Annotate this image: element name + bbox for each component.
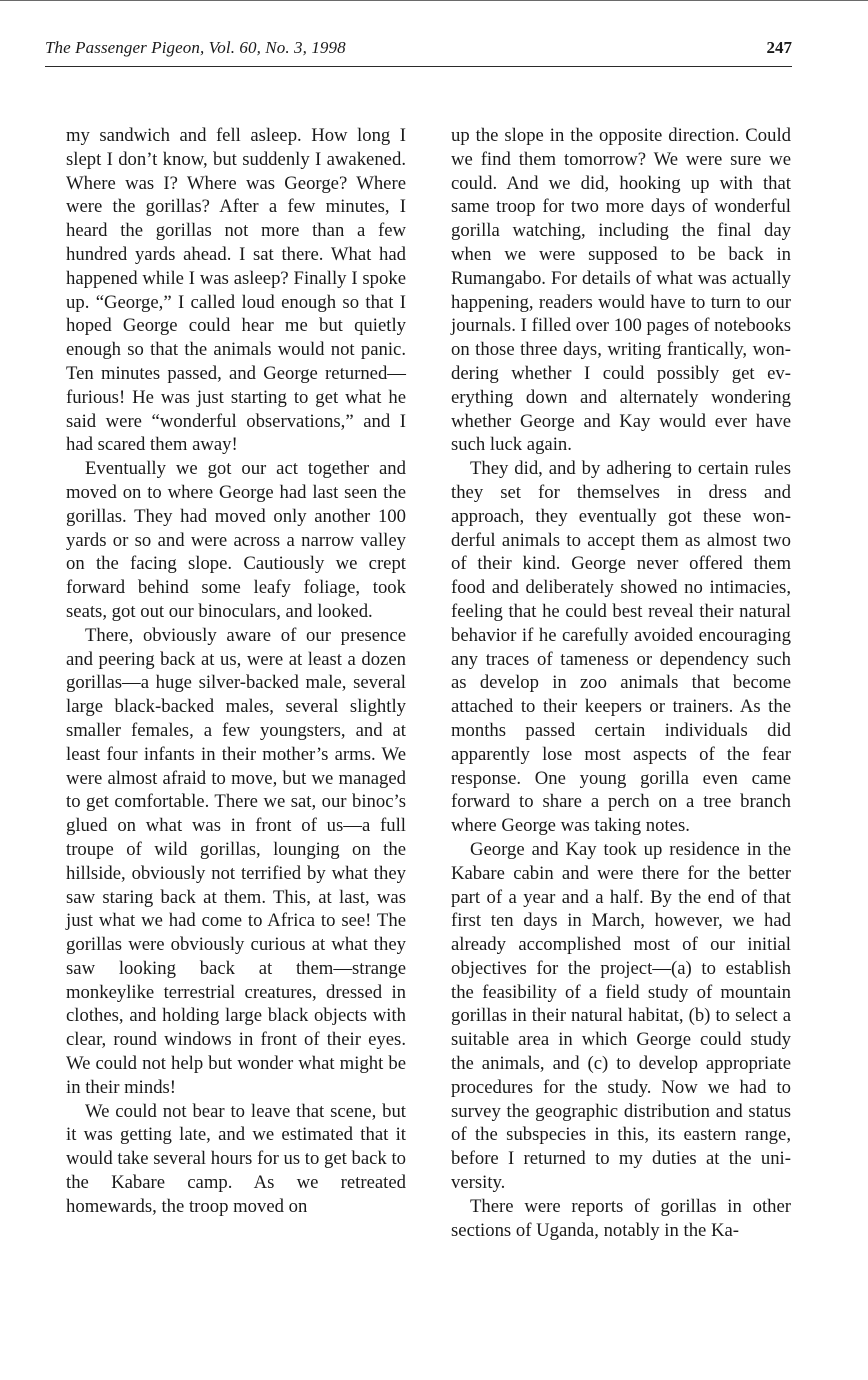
paragraph: Eventually we got our act together and moved on to where George had last seen the gorillas. They had moved only another 100 yards or so and were across a narrow valley on the facing slope. Cautiously we crept forward behind some leafy foliage, took seats, got out our binoculars, and looked. [66,458,406,622]
paragraph: up the slope in the opposite direction. Could we find them tomorrow? We were sure we could. And we did, hooking up with that same troop for two more days of wonderful gorilla watching, including the final day when we were supposed to be back in Rumangabo. For details of what was actually happening, readers would have to turn to our journals. I filled over 100 pages of notebooks on those three days, writing frantically, wondering whether I could possibly get everything down and alternately wondering whether George and Kay would ever have such luck again. [451,125,791,456]
paragraph: There were reports of gorillas in other sections of Uganda, notably in the Ka- [451,1195,791,1241]
paragraph: They did, and by adhering to certain rules they set for themselves in dress and approach, they eventually got these wonderful animals to accept them as almost two of their kind. George never offered them food and deliberately showed no intimacies, feeling that he could best reveal their natural behavior if he carefully avoided encouraging any traces of tameness or dependency such as develop in zoo animals that become attached to their keepers or trainers. As the months passed certain individuals did apparently lose most aspects of the fear response. One young gorilla even came forward to share a perch on a tree branch where George was taking notes. [451,458,791,837]
running-header [45,36,792,67]
page-top-edge [0,0,868,1]
text-column-right [451,124,791,1242]
paragraph: George and Kay took up residence in the Kabare cabin and were there for the better part of a year and a half. By the end of that first ten days in March, however, we had already accomplished most of our initial objectives for the project—(a) to establish the feasibility of a field study of mountain gorillas in their natural habitat, (b) to select a suitable area in which George could study the animals, and (c) to develop appropriate procedures for the study. Now we had to survey the geographic distribution and status of the subspecies in this, its eastern range, before I returned to my duties at the university. [451,838,791,1194]
journal-title: The Passenger Pigeon, Vol. 60, No. 3, 1998 [45,38,346,57]
paragraph: There, obviously aware of our presence and peering back at us, were at least a dozen gorillas—a huge silver-backed male, several large black-backed males, several slightly smaller females, a few youngsters, and at least four infants in their mother’s arms. We were almost afraid to move, but we managed to get comfortable. There we sat, our binoc’s glued on what was in front of us—a full troupe of wild gorillas, lounging on the hillside, obviously not terrified by what they saw staring back at them. This, at last, was just what we had come to Africa to see! The gorillas were obviously curious at what they saw looking back at them—strange monkeylike terrestrial creatures, dressed in clothes, and holding large black objects with clear, round windows in front of their eyes. We could not help but wonder what might be in their minds! [66,624,406,1098]
paragraph: We could not bear to leave that scene, but it was getting late, and we estimated that it would take several hours for us to get back to the Kabare camp. As we retreated homewards, the troop moved on [66,1100,406,1217]
text-column-left [66,124,406,1219]
paragraph: my sandwich and fell asleep. How long I slept I don’t know, but suddenly I awakened. Where was I? Where was George? Where were the gorillas? After a few minutes, I heard the gorillas not more than a few hundred yards ahead. I sat there. What had happened while I was asleep? Finally I spoke up. “George,” I called loud enough so that I hoped George could hear me but quietly enough so that the animals would not panic. Ten minutes passed, and George returned—furious! He was just starting to get what he said were “wonderful observations,” and I had scared them away! [66,125,406,456]
page-number: 247 [766,38,792,57]
